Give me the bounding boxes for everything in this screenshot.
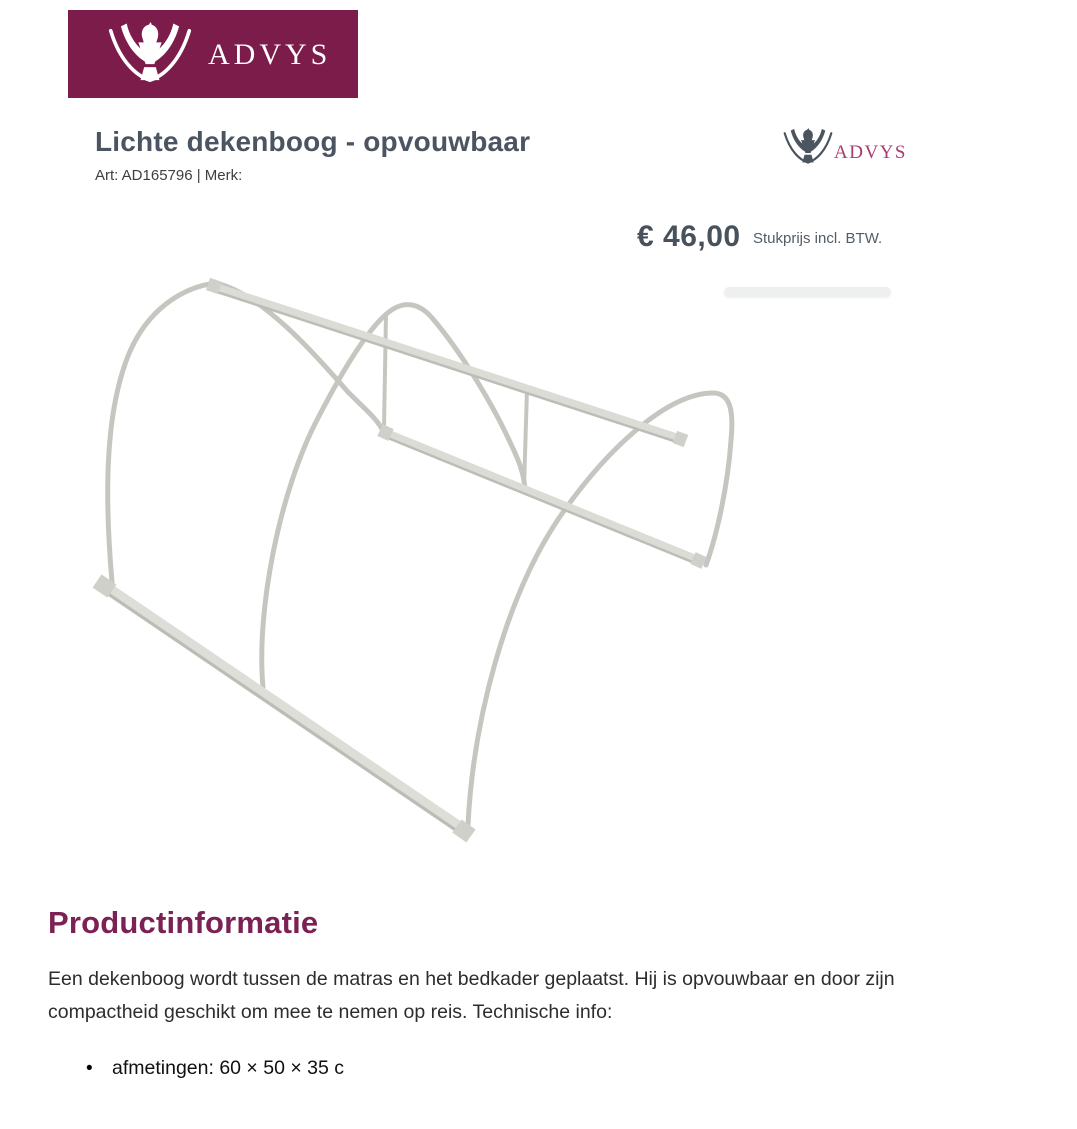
hinge-leg-right — [524, 389, 527, 488]
description-line: compactheid geschikt om mee te nemen op reis. Technische info: — [48, 1001, 613, 1023]
bullet-dot: • — [86, 1058, 93, 1079]
section-heading-productinformatie: Productinformatie — [48, 905, 319, 940]
spec-list-item — [48, 1057, 344, 1080]
product-description — [48, 963, 1058, 1029]
brand-name-small: ADVYS — [834, 142, 907, 163]
price-note: Stukprijs incl. BTW. — [753, 230, 883, 247]
rear-arch — [468, 393, 732, 825]
description-line: Een dekenboog wordt tussen de matras en het bedkader geplaatst. Hij is opvouwbaar en door zijn — [48, 968, 895, 990]
advys-bird-icon — [100, 22, 200, 86]
middle-arch — [262, 305, 525, 687]
article-number-line: Art: AD165796 | Merk: — [95, 167, 243, 184]
spec-list — [48, 1057, 344, 1080]
brand-banner[interactable] — [68, 10, 358, 98]
price-amount: € 46,00 — [637, 220, 741, 253]
product-image-blanket-support — [80, 250, 800, 870]
brand-name: ADVYS — [208, 38, 332, 71]
brand-logo-small — [780, 128, 907, 166]
hinge-leg-left — [384, 314, 386, 427]
product-title: Lichte dekenboog - opvouwbaar — [95, 126, 531, 157]
advys-bird-icon — [780, 128, 836, 166]
spec-dimensions: afmetingen: 60 × 50 × 35 c — [112, 1057, 345, 1079]
